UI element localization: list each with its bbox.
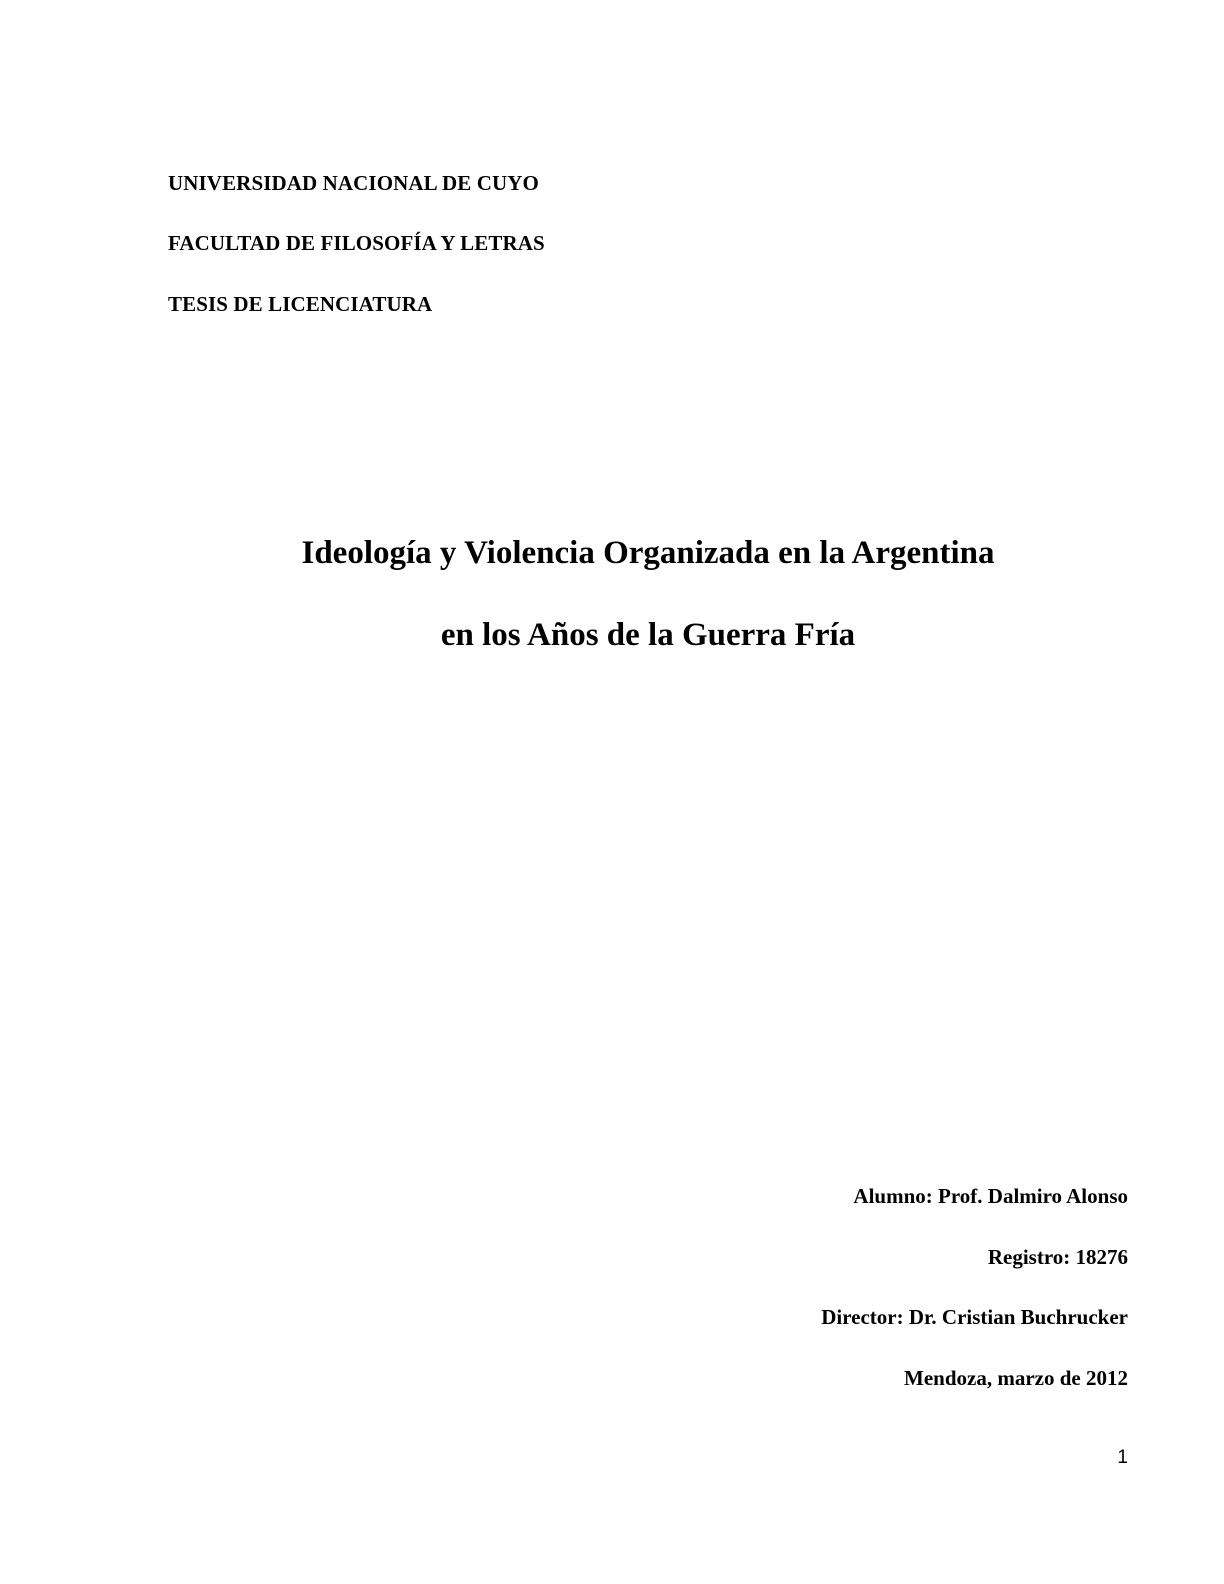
thesis-type: TESIS DE LICENCIATURA (168, 292, 433, 316)
thesis-title-line-2: en los Años de la Guerra Fría (440, 617, 856, 653)
thesis-director: Director: Dr. Cristian Buchrucker (821, 1305, 1128, 1329)
place-and-date: Mendoza, marzo de 2012 (904, 1366, 1128, 1390)
university-name: UNIVERSIDAD NACIONAL DE CUYO (168, 171, 539, 195)
faculty-name: FACULTAD DE FILOSOFÍA Y LETRAS (168, 231, 545, 255)
thesis-title-line-1: Ideología y Violencia Organizada en la Argentina (301, 535, 995, 571)
registration-number: Registro: 18276 (987, 1245, 1128, 1269)
page-number: 1 (1117, 1447, 1128, 1468)
student-name: Alumno: Prof. Dalmiro Alonso (853, 1184, 1128, 1208)
